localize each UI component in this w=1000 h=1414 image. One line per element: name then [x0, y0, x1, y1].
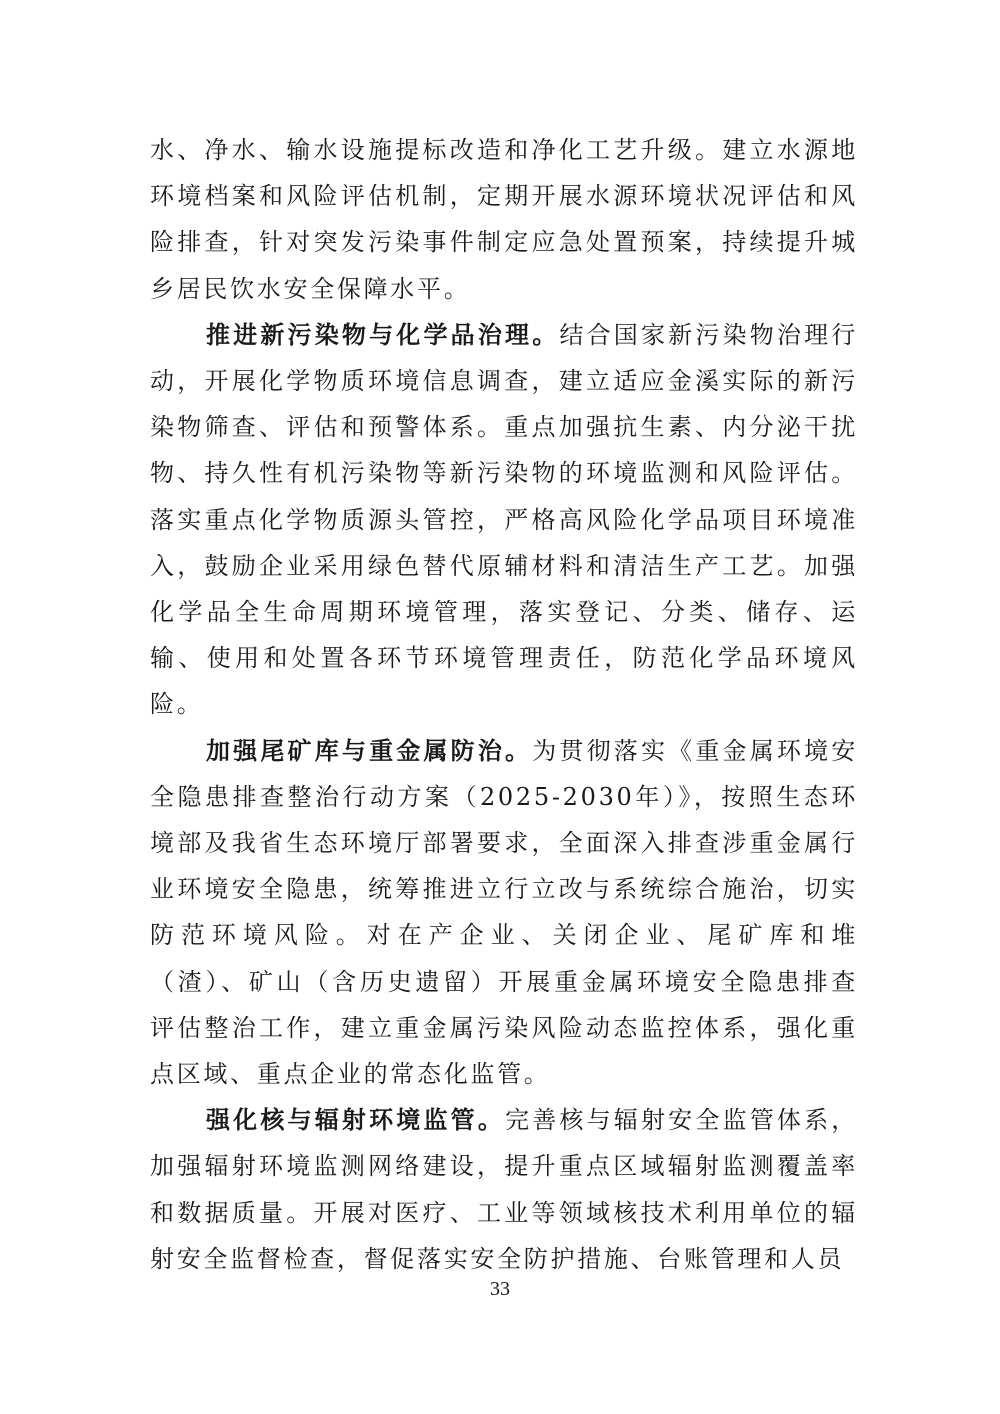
paragraph-heading: 推进新污染物与化学品治理。: [206, 319, 560, 349]
paragraph-new-pollutants: [150, 312, 858, 728]
paragraph-heavy-metals: [150, 728, 858, 1098]
page-number: 33: [490, 1278, 510, 1300]
paragraph-text: 完善核与辐射安全监管体系，加强辐射环境监测网络建设，提升重点区域辐射监测覆盖率和数据质量。开展对医疗、工业等领域核技术利用单位的辐射安全监督检查，督促落实安全防护措施、台账管理和人员: [150, 1106, 858, 1273]
body-text: [150, 127, 858, 1282]
paragraph-text: 结合国家新污染物治理行动，开展化学物质环境信息调查，建立适应金溪实际的新污染物筛查、评估和预警体系。重点加强抗生素、内分泌干扰物、持久性有机污染物等新污染物的环境监测和风险评估。落实重点化学物质源头管控，严格高风险化学品项目环境准入，鼓励企业采用绿色替代原辅材料和清洁生产工艺。加强化学品全生命周期环境管理，落实登记、分类、储存、运输、使用和处置各环节环境管理责任，防范化学品环境风险。: [150, 320, 859, 719]
paragraph-text: 水、净水、输水设施提标改造和净化工艺升级。建立水源地环境档案和风险评估机制，定期开展水源环境状况评估和风险排查，针对突发污染事件制定应急处置预案，持续提升城乡居民饮水安全保障水平。: [150, 136, 858, 303]
paragraph-radiation: [150, 1097, 858, 1282]
paragraph-heading: 加强尾矿库与重金属防治。: [206, 735, 533, 765]
paragraph-text: 为贯彻落实《重金属环境安全隐患排查整治行动方案（2025-2030年）》，按照生态环境部及我省生态环境厅部署要求，全面深入排查涉重金属行业环境安全隐患，统筹推进立行立改与系统综合施治，切实防范环境风险。对在产企业、关闭企业、尾矿库和堆（渣）、矿山（含历史遗留）开展重金属环境安全隐患排查评估整治工作，建立重金属污染风险动态监控体系，强化重点区域、重点企业的常态化监管。: [150, 736, 858, 1089]
paragraph-heading: 强化核与辐射环境监管。: [206, 1105, 506, 1135]
paragraph-water-source-continued: [150, 127, 858, 312]
